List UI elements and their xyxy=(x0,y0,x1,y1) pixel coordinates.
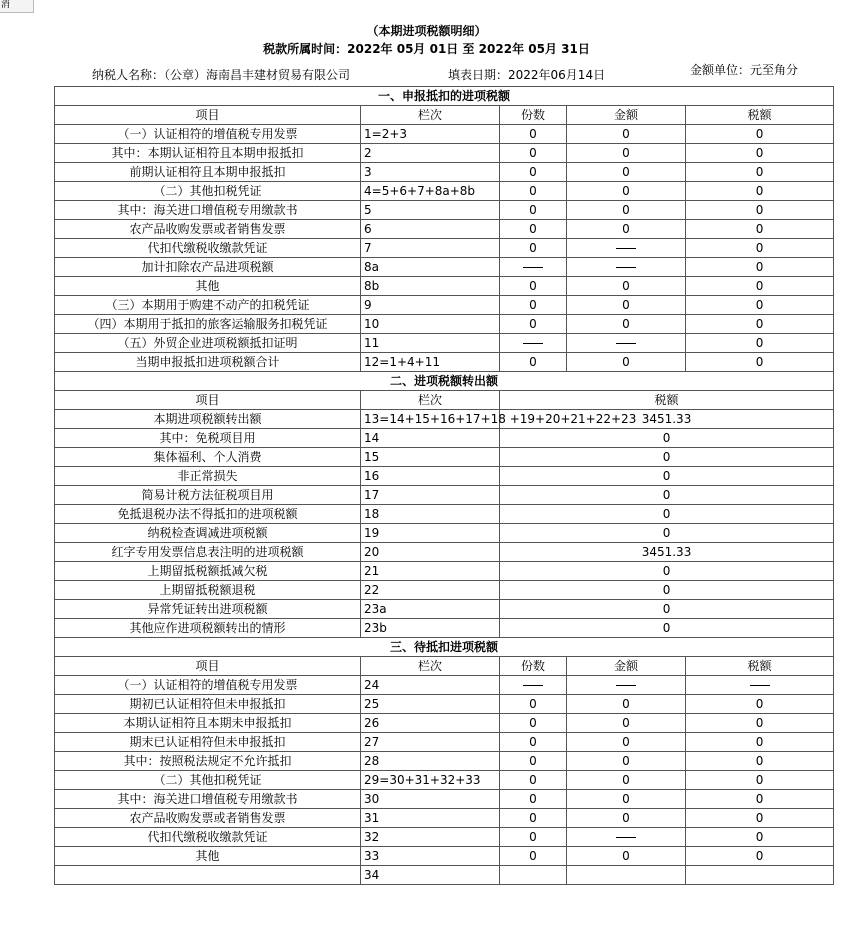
row-tax: 0 xyxy=(686,752,834,771)
row-tax: 0 xyxy=(686,258,834,277)
row-item: 其他 xyxy=(55,847,361,866)
row-item: 其中：按照税法规定不允许抵扣 xyxy=(55,752,361,771)
table-row xyxy=(55,220,834,239)
table-row xyxy=(55,467,834,486)
row-count: 0 xyxy=(500,182,567,201)
row-tax: 0 xyxy=(686,828,834,847)
table-row xyxy=(55,410,834,429)
row-amount: 0 xyxy=(567,752,686,771)
row-tax: 0 xyxy=(686,163,834,182)
input-tax-detail-table xyxy=(54,86,834,885)
row-amount: 0 xyxy=(567,809,686,828)
table-row xyxy=(55,201,834,220)
row-line: 8b xyxy=(361,277,500,296)
table-row xyxy=(55,714,834,733)
row-tax: 0 xyxy=(500,562,834,581)
row-tax: 0 xyxy=(500,467,834,486)
table-row xyxy=(55,866,834,885)
row-item: （一）认证相符的增值税专用发票 xyxy=(55,676,361,695)
row-amount: 0 xyxy=(567,182,686,201)
row-item: 农产品收购发票或者销售发票 xyxy=(55,220,361,239)
section-title: 二、进项税额转出额 xyxy=(55,372,834,391)
table-row xyxy=(55,334,834,353)
row-count xyxy=(500,334,567,353)
section-title: 三、待抵扣进项税额 xyxy=(55,638,834,657)
row-item: 前期认证相符且本期申报抵扣 xyxy=(55,163,361,182)
row-item: （三）本期用于购建不动产的扣税凭证 xyxy=(55,296,361,315)
header-item: 项目 xyxy=(55,391,361,410)
row-tax: 3451.33 xyxy=(500,543,834,562)
row-tax: 0 xyxy=(686,296,834,315)
column-header-row xyxy=(55,106,834,125)
row-line: 25 xyxy=(361,695,500,714)
row-line: 8a xyxy=(361,258,500,277)
row-line: 18 xyxy=(361,505,500,524)
row-amount xyxy=(567,258,686,277)
row-item: 其中：本期认证相符且本期申报抵扣 xyxy=(55,144,361,163)
row-item: 本期进项税额转出额 xyxy=(55,410,361,429)
row-amount: 0 xyxy=(567,733,686,752)
row-line: 5 xyxy=(361,201,500,220)
column-header-row xyxy=(55,391,834,410)
row-amount xyxy=(567,828,686,847)
table-row xyxy=(55,771,834,790)
row-line: 3 xyxy=(361,163,500,182)
not-applicable-dash xyxy=(616,267,636,268)
row-line: 1=2+3 xyxy=(361,125,500,144)
row-tax: 0 xyxy=(686,771,834,790)
header-item: 项目 xyxy=(55,657,361,676)
row-amount xyxy=(567,866,686,885)
row-line: 26 xyxy=(361,714,500,733)
table-row xyxy=(55,733,834,752)
row-tax: 0 xyxy=(686,182,834,201)
header-tax: 税额 xyxy=(500,391,834,410)
row-item: 简易计税方法征税项目用 xyxy=(55,486,361,505)
table-row xyxy=(55,144,834,163)
amount-unit: 金额单位：元至角分 xyxy=(690,63,799,77)
row-item: 上期留抵税额退税 xyxy=(55,581,361,600)
row-line: 4=5+6+7+8a+8b xyxy=(361,182,500,201)
row-line: 34 xyxy=(361,866,500,885)
row-tax xyxy=(686,676,834,695)
row-count: 0 xyxy=(500,733,567,752)
not-applicable-dash xyxy=(750,685,770,686)
taxpayer-name: 纳税人名称：（公章）海南昌丰建材贸易有限公司 xyxy=(92,68,351,82)
table-row xyxy=(55,752,834,771)
row-line: 14 xyxy=(361,429,500,448)
row-tax: 0 xyxy=(500,600,834,619)
row-count: 0 xyxy=(500,144,567,163)
row-tax: 0 xyxy=(686,334,834,353)
row-line: 30 xyxy=(361,790,500,809)
row-tax: 0 xyxy=(686,144,834,163)
form-subtitle: （本期进项税额明细） xyxy=(366,24,487,38)
row-tax: 0 xyxy=(686,714,834,733)
row-line: 10 xyxy=(361,315,500,334)
row-line: 31 xyxy=(361,809,500,828)
row-line: 28 xyxy=(361,752,500,771)
row-line: 13=14+15+16+17+18 +19+20+21+22+23 xyxy=(361,410,500,429)
row-amount xyxy=(567,676,686,695)
header-count: 份数 xyxy=(500,657,567,676)
row-line: 15 xyxy=(361,448,500,467)
row-item: （一）认证相符的增值税专用发票 xyxy=(55,125,361,144)
row-amount xyxy=(567,239,686,258)
row-count: 0 xyxy=(500,752,567,771)
row-item: 加计扣除农产品进项税额 xyxy=(55,258,361,277)
row-tax: 0 xyxy=(500,448,834,467)
row-item: 本期认证相符且本期未申报抵扣 xyxy=(55,714,361,733)
row-line: 32 xyxy=(361,828,500,847)
row-tax: 0 xyxy=(500,505,834,524)
header-amount: 金额 xyxy=(567,106,686,125)
row-amount xyxy=(567,334,686,353)
table-row xyxy=(55,619,834,638)
fill-date: 填表日期：2022年06月14日 xyxy=(448,68,606,82)
table-row xyxy=(55,125,834,144)
row-amount: 0 xyxy=(567,714,686,733)
row-tax: 0 xyxy=(686,277,834,296)
not-applicable-dash xyxy=(523,685,543,686)
table-row xyxy=(55,600,834,619)
row-tax: 0 xyxy=(500,581,834,600)
row-count: 0 xyxy=(500,695,567,714)
table-row xyxy=(55,182,834,201)
row-amount: 0 xyxy=(567,695,686,714)
row-tax: 0 xyxy=(500,619,834,638)
row-count: 0 xyxy=(500,239,567,258)
row-item: 期初已认证相符但未申报抵扣 xyxy=(55,695,361,714)
table-row xyxy=(55,296,834,315)
not-applicable-dash xyxy=(523,267,543,268)
row-item xyxy=(55,866,361,885)
row-tax: 0 xyxy=(686,315,834,334)
row-line: 23a xyxy=(361,600,500,619)
row-line: 23b xyxy=(361,619,500,638)
table-row xyxy=(55,353,834,372)
table-row xyxy=(55,524,834,543)
row-item: （四）本期用于抵扣的旅客运输服务扣税凭证 xyxy=(55,315,361,334)
header-item: 项目 xyxy=(55,106,361,125)
table-row xyxy=(55,429,834,448)
row-count: 0 xyxy=(500,277,567,296)
row-amount: 0 xyxy=(567,771,686,790)
table-row xyxy=(55,847,834,866)
row-tax: 0 xyxy=(686,809,834,828)
not-applicable-dash xyxy=(616,685,636,686)
row-item: 当期申报抵扣进项税额合计 xyxy=(55,353,361,372)
row-tax: 0 xyxy=(686,790,834,809)
not-applicable-dash xyxy=(616,837,636,838)
row-item: （五）外贸企业进项税额抵扣证明 xyxy=(55,334,361,353)
section-1-title-row xyxy=(55,87,834,106)
row-tax: 0 xyxy=(686,220,834,239)
row-tax: 0 xyxy=(686,695,834,714)
row-amount: 0 xyxy=(567,353,686,372)
row-line: 29=30+31+32+33 xyxy=(361,771,500,790)
table-row xyxy=(55,695,834,714)
row-item: 期末已认证相符但未申报抵扣 xyxy=(55,733,361,752)
row-count: 0 xyxy=(500,809,567,828)
row-tax: 0 xyxy=(500,429,834,448)
table-row xyxy=(55,676,834,695)
row-amount: 0 xyxy=(567,277,686,296)
row-line: 19 xyxy=(361,524,500,543)
row-tax: 0 xyxy=(686,733,834,752)
row-count: 0 xyxy=(500,296,567,315)
header-line: 栏次 xyxy=(361,657,500,676)
table-row xyxy=(55,448,834,467)
row-amount: 0 xyxy=(567,220,686,239)
row-amount: 0 xyxy=(567,790,686,809)
row-count: 0 xyxy=(500,125,567,144)
row-tax xyxy=(686,866,834,885)
row-line: 24 xyxy=(361,676,500,695)
row-item: 其中：海关进口增值税专用缴款书 xyxy=(55,790,361,809)
row-item: 免抵退税办法不得抵扣的进项税额 xyxy=(55,505,361,524)
row-line: 16 xyxy=(361,467,500,486)
header-line: 栏次 xyxy=(361,106,500,125)
row-line: 21 xyxy=(361,562,500,581)
row-amount: 0 xyxy=(567,144,686,163)
row-line: 27 xyxy=(361,733,500,752)
row-count: 0 xyxy=(500,714,567,733)
row-item: 非正常损失 xyxy=(55,467,361,486)
section-3-title-row xyxy=(55,638,834,657)
row-tax: 0 xyxy=(686,239,834,258)
row-amount: 0 xyxy=(567,847,686,866)
table-row xyxy=(55,505,834,524)
row-count: 0 xyxy=(500,201,567,220)
row-count xyxy=(500,676,567,695)
row-line: 17 xyxy=(361,486,500,505)
row-amount: 0 xyxy=(567,315,686,334)
tax-period: 税款所属时间：2022年 05月 01日 至 2022年 05月 31日 xyxy=(263,42,590,56)
row-line: 33 xyxy=(361,847,500,866)
row-item: 上期留抵税额抵减欠税 xyxy=(55,562,361,581)
row-item: 其中：免税项目用 xyxy=(55,429,361,448)
table-row xyxy=(55,258,834,277)
row-tax: 0 xyxy=(686,201,834,220)
header-tax: 税额 xyxy=(686,657,834,676)
row-amount: 0 xyxy=(567,296,686,315)
row-line: 6 xyxy=(361,220,500,239)
row-item: 其他 xyxy=(55,277,361,296)
row-item: （二）其他扣税凭证 xyxy=(55,771,361,790)
row-count: 0 xyxy=(500,220,567,239)
row-tax: 0 xyxy=(500,486,834,505)
row-item: 集体福利、个人消费 xyxy=(55,448,361,467)
row-line: 2 xyxy=(361,144,500,163)
row-item: 其他应作进项税额转出的情形 xyxy=(55,619,361,638)
table-row xyxy=(55,543,834,562)
section-2-title-row xyxy=(55,372,834,391)
not-applicable-dash xyxy=(616,248,636,249)
section-title: 一、申报抵扣的进项税额 xyxy=(55,87,834,106)
row-line: 11 xyxy=(361,334,500,353)
row-tax: 3451.33 xyxy=(500,410,834,429)
table-row xyxy=(55,562,834,581)
row-line: 20 xyxy=(361,543,500,562)
header-line: 栏次 xyxy=(361,391,500,410)
row-amount: 0 xyxy=(567,163,686,182)
table-row xyxy=(55,828,834,847)
row-count: 0 xyxy=(500,828,567,847)
window-tab-stub[interactable]: 消 xyxy=(0,0,34,13)
row-count: 0 xyxy=(500,847,567,866)
table-row xyxy=(55,163,834,182)
row-item: 农产品收购发票或者销售发票 xyxy=(55,809,361,828)
row-amount: 0 xyxy=(567,201,686,220)
row-item: 其中：海关进口增值税专用缴款书 xyxy=(55,201,361,220)
header-count: 份数 xyxy=(500,106,567,125)
row-count: 0 xyxy=(500,163,567,182)
row-tax: 0 xyxy=(686,847,834,866)
row-item: 异常凭证转出进项税额 xyxy=(55,600,361,619)
row-line: 12=1+4+11 xyxy=(361,353,500,372)
row-item: 红字专用发票信息表注明的进项税额 xyxy=(55,543,361,562)
row-count: 0 xyxy=(500,771,567,790)
row-line: 7 xyxy=(361,239,500,258)
table-row xyxy=(55,790,834,809)
not-applicable-dash xyxy=(616,343,636,344)
row-tax: 0 xyxy=(686,125,834,144)
table-row xyxy=(55,809,834,828)
header-amount: 金额 xyxy=(567,657,686,676)
row-item: 代扣代缴税收缴款凭证 xyxy=(55,239,361,258)
row-count xyxy=(500,258,567,277)
table-row xyxy=(55,315,834,334)
row-item: 代扣代缴税收缴款凭证 xyxy=(55,828,361,847)
row-tax: 0 xyxy=(500,524,834,543)
not-applicable-dash xyxy=(523,343,543,344)
column-header-row xyxy=(55,657,834,676)
row-item: （二）其他扣税凭证 xyxy=(55,182,361,201)
table-row xyxy=(55,277,834,296)
row-count: 0 xyxy=(500,790,567,809)
row-tax: 0 xyxy=(686,353,834,372)
header-tax: 税额 xyxy=(686,106,834,125)
table-row xyxy=(55,581,834,600)
row-count: 0 xyxy=(500,315,567,334)
row-line: 9 xyxy=(361,296,500,315)
row-line: 22 xyxy=(361,581,500,600)
row-item: 纳税检查调减进项税额 xyxy=(55,524,361,543)
row-count: 0 xyxy=(500,353,567,372)
row-amount: 0 xyxy=(567,125,686,144)
row-count xyxy=(500,866,567,885)
table-row xyxy=(55,486,834,505)
table-row xyxy=(55,239,834,258)
